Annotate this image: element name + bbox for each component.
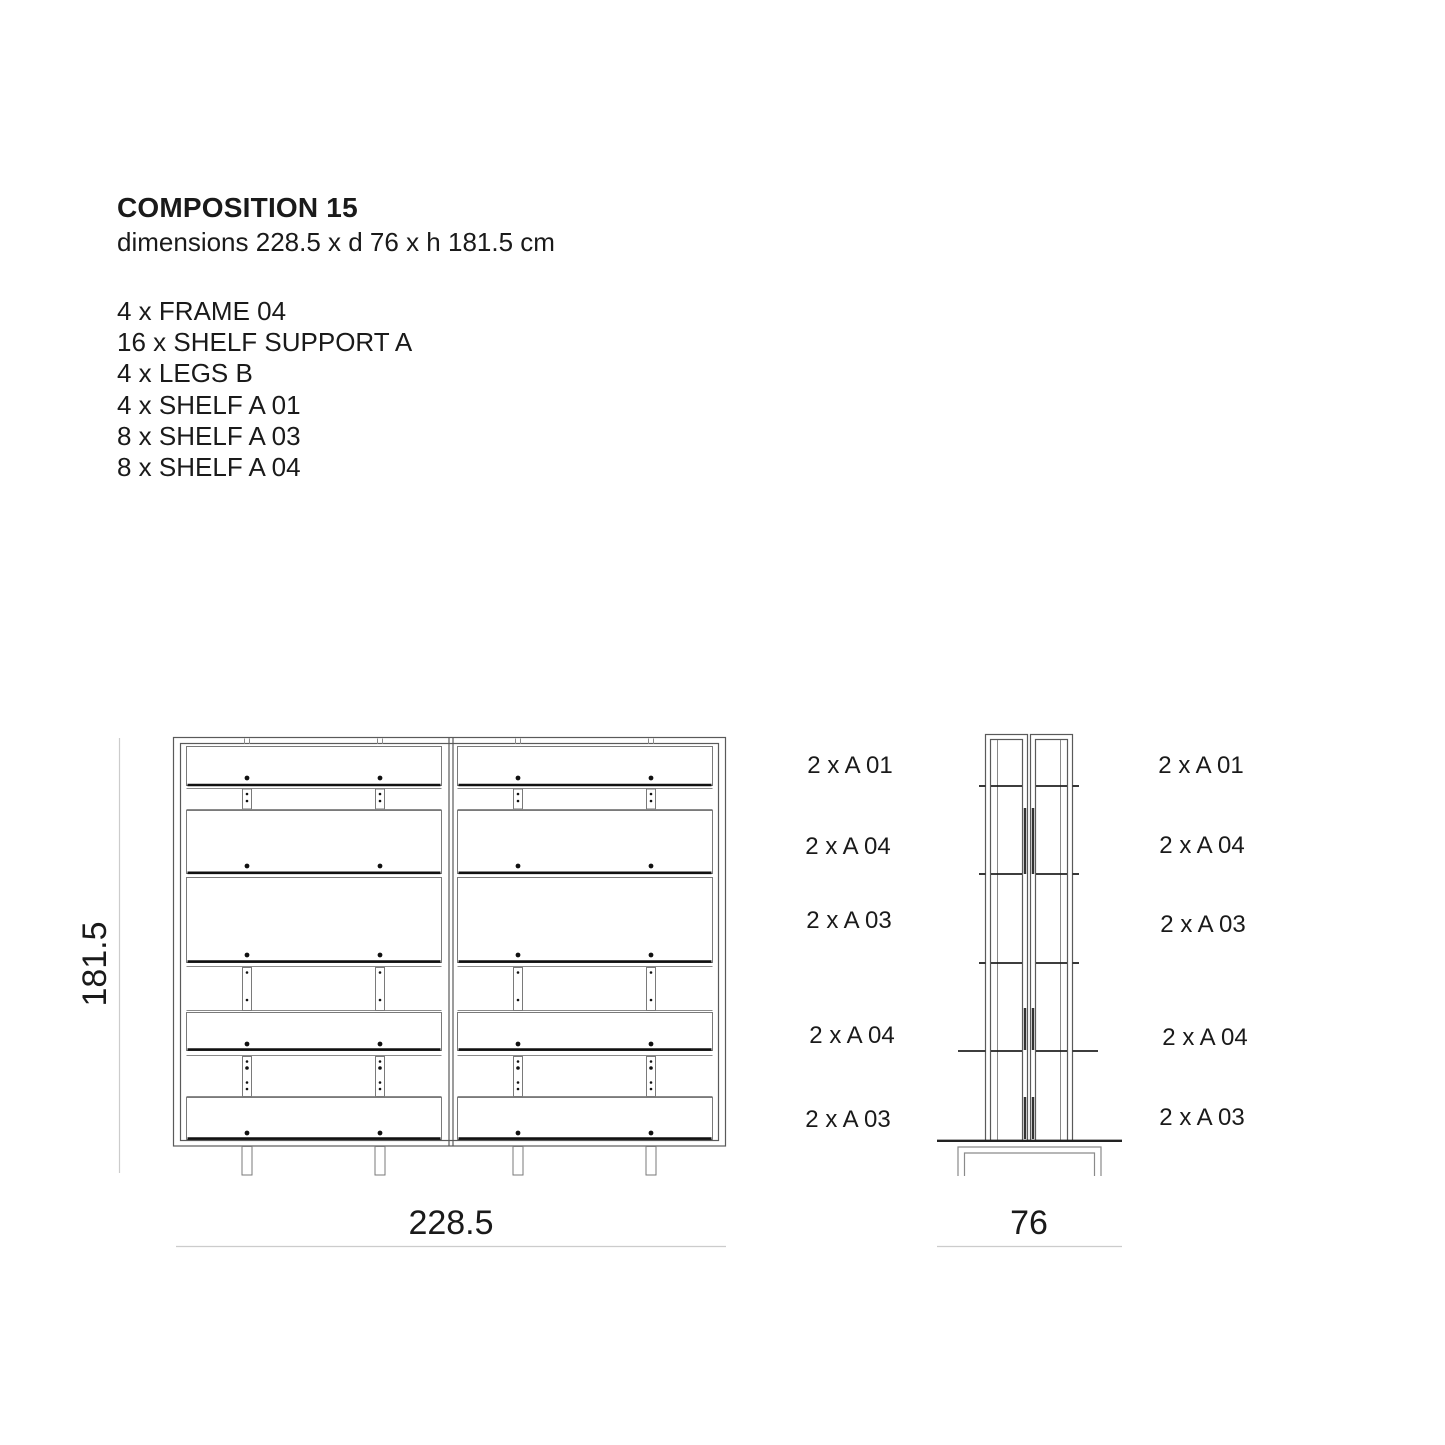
parts-list xyxy=(117,296,412,483)
parts-list-item: 16 x SHELF SUPPORT A xyxy=(117,327,413,358)
parts-list-item: 8 x SHELF A 03 xyxy=(117,420,301,451)
depth-dimension-value: 76 xyxy=(1010,1204,1048,1242)
page-title: COMPOSITION 15 xyxy=(117,192,358,223)
height-dimension-value: 181.5 xyxy=(76,921,114,1007)
shelf-label-right-2: 2 x A 04 xyxy=(1159,832,1245,859)
shelf-label-right-5: 2 x A 03 xyxy=(1159,1104,1245,1131)
parts-list-item: 4 x LEGS B xyxy=(117,358,253,389)
shelf-label-left-1: 2 x A 01 xyxy=(807,752,893,779)
overall-dimensions: dimensions 228.5 x d 76 x h 181.5 cm xyxy=(117,227,555,257)
side-supports xyxy=(1025,808,1033,1139)
shelf-label-right-3: 2 x A 03 xyxy=(1160,911,1246,938)
shelf-label-left-3: 2 x A 03 xyxy=(806,907,892,934)
width-dimension-value: 228.5 xyxy=(408,1204,494,1242)
parts-list-item: 4 x FRAME 04 xyxy=(117,296,287,326)
front-column-right xyxy=(458,739,713,1176)
front-view-drawing xyxy=(174,738,726,1176)
shelf-label-left-4: 2 x A 04 xyxy=(809,1022,895,1049)
shelf-label-left-2: 2 x A 04 xyxy=(805,833,891,860)
side-view-drawing xyxy=(937,735,1122,1177)
front-column-left xyxy=(187,739,442,1176)
parts-list-item: 4 x SHELF A 01 xyxy=(117,389,301,420)
shelf-label-left-5: 2 x A 03 xyxy=(805,1106,891,1133)
shelf-label-right-1: 2 x A 01 xyxy=(1158,752,1244,779)
side-legs xyxy=(958,1147,1101,1176)
parts-list-item: 8 x SHELF A 04 xyxy=(117,452,301,483)
shelf-label-right-4: 2 x A 04 xyxy=(1162,1024,1248,1051)
